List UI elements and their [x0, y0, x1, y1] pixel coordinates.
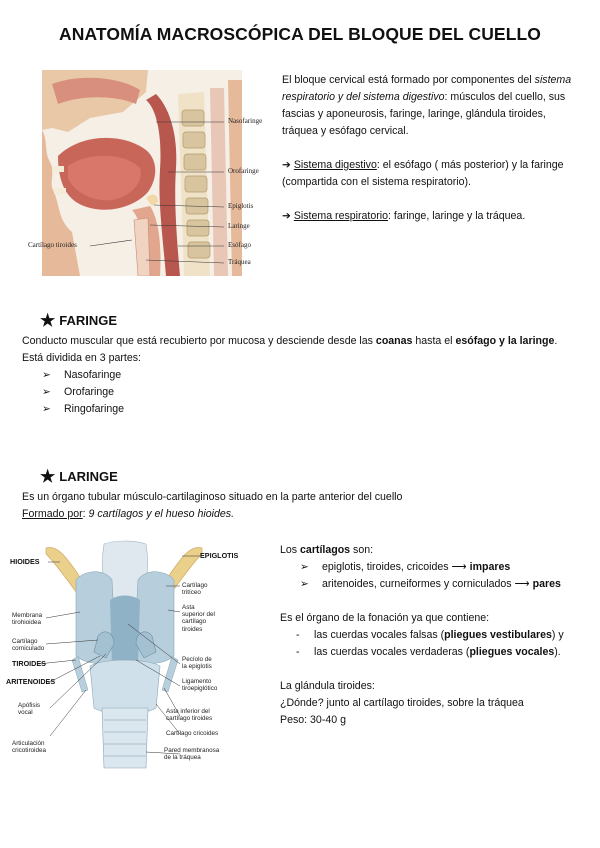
laringe-heading-text: LARINGE	[59, 469, 118, 484]
label-esofago: Esófago	[228, 241, 251, 249]
label-pared-membranosa: Pared membranosa de la tráquea	[164, 747, 220, 762]
bullet-arrow-icon: ➢	[300, 561, 309, 573]
label-epiglotis: Epiglotis	[228, 202, 254, 210]
label-nasofaringe: Nasofaringe	[228, 117, 263, 125]
digestive-system-label: Sistema digestivo	[293, 159, 377, 171]
long-arrow-icon: ⟶	[514, 578, 530, 590]
formado-label: Formado por	[22, 508, 83, 520]
label-aritenoides: ARITENOIDES	[6, 677, 56, 686]
faringe-heading-text: FARINGE	[59, 313, 118, 328]
label-laringe: Laringe	[228, 222, 250, 230]
label-traquea: Tráquea	[228, 258, 251, 266]
star-icon: ★	[40, 467, 56, 486]
list-item: - las cuerdas vocales verdaderas (pliegues vocales).	[280, 644, 586, 661]
laringe-intro	[22, 489, 582, 523]
label-apofisis-vocal: Apófisis vocal	[18, 702, 41, 717]
label-orofaringe: Orofaringe	[228, 167, 259, 175]
faringe-heading	[40, 312, 117, 329]
bullet-arrow-icon: ➢	[42, 386, 51, 398]
fonacion-text: Es el órgano de la fonación ya que contiene:	[280, 612, 490, 624]
arrow-icon: ➔	[282, 159, 291, 171]
digestive-system-line: ➔ Sistema digestivo: el esófago ( más posterior) y la faringe (compartida con el sistema respiratorio).	[282, 159, 564, 188]
tiroides-donde: ¿Dónde? junto al cartílago tiroides, sobre la tráquea	[280, 697, 524, 709]
intro-systems-emphasis: sistema respiratorio y del sistema digestivo	[282, 74, 572, 103]
faringe-body	[22, 333, 582, 418]
list-item: ➢ Nasofaringe	[42, 367, 582, 384]
list-item: ➢ epiglotis, tiroides, cricoides ⟶ impares	[300, 559, 586, 576]
list-item: ➢ Orofaringe	[42, 384, 582, 401]
label-membrana-tirohioidea: Membrana tirohioidea	[12, 612, 43, 627]
label-epiglotis: EPIGLOTIS	[200, 551, 239, 560]
cartilagos-intro: Los cartílagos son:	[280, 544, 374, 556]
label-peciolo-epiglotis: Pecíolo de la epiglotis	[182, 656, 212, 671]
long-arrow-icon: ⟶	[451, 561, 467, 573]
bullet-arrow-icon: ➢	[42, 369, 51, 381]
faringe-description: Conducto muscular que está recubierto por mucosa y desciende desde las coanas hasta el esófago y la laringe.	[22, 335, 558, 347]
label-cartilago-cricoides: Cartílago cricoides	[166, 730, 219, 737]
larynx-figure	[6, 540, 246, 770]
laringe-heading	[40, 468, 118, 485]
intro-text	[282, 72, 576, 225]
list-item: ➢ aritenoides, curneiformes y corniculados ⟶ pares	[300, 576, 586, 593]
list-item: - las cuerdas vocales falsas (pliegues vestibulares) y	[280, 627, 586, 644]
label-hioides: HIOIDES	[10, 557, 40, 566]
label-ligamento-tiroepiglotico: Ligamento tiroepiglótico	[182, 678, 218, 693]
respiratory-system-line: ➔ Sistema respiratorio: faringe, laringe y la tráquea.	[282, 210, 526, 222]
page-title: ANATOMÍA MACROSCÓPICA DEL BLOQUE DEL CUELLO	[59, 24, 541, 44]
label-articulacion-cricotiroidea: Articulación cricotiroidea	[12, 740, 46, 755]
intro-paragraph: El bloque cervical está formado por componentes del sistema respiratorio y del sistema digestivo: músculos del cuello, sus fascias y aponeurosis, faringe, laringe, glándula tiroides, tráquea y esófago cervical.	[282, 74, 572, 137]
dash-bullet: -	[296, 629, 300, 641]
tiroides-title: La glándula tiroides:	[280, 680, 375, 692]
label-asta-superior: Asta superior del cartílago tiroides	[182, 604, 215, 633]
faringe-parts-list	[42, 367, 582, 418]
label-cartilago-corniculado: Cartílago corniculado	[12, 638, 45, 653]
list-item: ➢ Ringofaringe	[42, 401, 582, 418]
faringe-parts-intro: Está dividida en 3 partes:	[22, 352, 141, 364]
star-icon: ★	[40, 311, 56, 330]
tiroides-peso: Peso: 30-40 g	[280, 714, 346, 726]
dash-bullet: -	[296, 646, 300, 658]
laringe-description: Es un órgano tubular músculo-cartilaginoso situado en la parte anterior del cuello	[22, 491, 403, 503]
bullet-arrow-icon: ➢	[300, 578, 309, 590]
sagittal-section-figure	[28, 70, 268, 276]
arrow-icon: ➔	[282, 210, 291, 222]
bullet-arrow-icon: ➢	[42, 403, 51, 415]
label-cartilago-triticeo: Cartílago tritíceo	[182, 582, 208, 597]
label-tiroides: TIROIDES	[12, 659, 46, 668]
laringe-formado: Formado por: 9 cartílagos y el hueso hioides.	[22, 508, 235, 520]
label-cartilago-tiroides: Cartílago tiroides	[28, 241, 77, 249]
laringe-details	[280, 542, 586, 729]
cartilagos-list	[300, 559, 586, 593]
cuerdas-list	[280, 627, 586, 661]
label-asta-inferior: Asta inferior del cartílago tiroides	[166, 708, 213, 723]
respiratory-system-label: Sistema respiratorio	[293, 210, 389, 222]
